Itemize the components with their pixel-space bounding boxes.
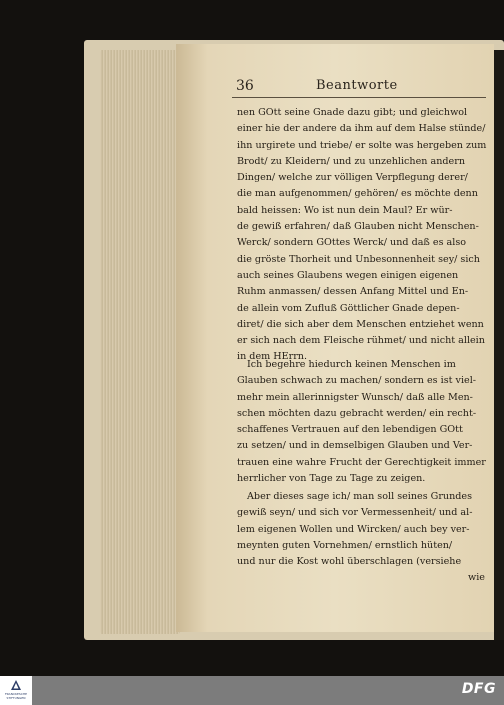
text-line: Brodt/ zu Kleidern/ und zu unzehlichen andern — [237, 155, 465, 167]
text-line: trauen eine wahre Frucht der Gerechtigkeit immer — [237, 456, 486, 468]
viewer-footer-bar — [0, 676, 504, 705]
text-line: meynten guten Vornehmen/ ernstlich hüten/ — [237, 539, 453, 551]
text-line: zu setzen/ und in demselbigen Glauben und Ver- — [237, 440, 473, 452]
text-line: er sich nach dem Fleische rühmet/ und nicht allein — [237, 335, 485, 347]
text-line: bald heissen: Wo ist nun dein Maul? Er wür- — [237, 204, 453, 216]
text-line: und nur die Kost wohl überschlagen (versiehe — [237, 556, 462, 568]
text-line: de gewiß erfahren/ daß Glauben nicht Menschen- — [237, 221, 479, 233]
text-line: ihn urgirete und triebe/ er solte was hergeben zum — [237, 139, 487, 151]
text-line: herrlicher von Tage zu Tage zu zeigen. — [237, 473, 426, 485]
header-rule — [232, 97, 486, 98]
text-line: Aber dieses sage ich/ man soll seines Grundes — [247, 491, 473, 502]
text-line: diret/ die sich aber dem Menschen entziehet wenn — [237, 318, 484, 330]
logo-text: FRANCKESCHE STIFTUNGEN — [4, 692, 28, 700]
text-line: de allein vom Zufluß Göttlicher Gnade depen- — [237, 302, 460, 314]
text-line: schaffenes Vertrauen auf den lebendigen GOtt — [237, 424, 463, 436]
text-line: einer hie der andere da ihm auf dem Halse stünde/ — [237, 123, 486, 135]
text-line: Glauben schwach zu machen/ sondern es ist viel- — [237, 375, 477, 387]
institution-logo[interactable] — [0, 676, 32, 705]
text-line: schen möchten dazu gebracht werden/ ein recht- — [237, 407, 477, 419]
dfg-logo[interactable]: DFG — [461, 681, 496, 697]
text-line: in dem HErrn. — [237, 351, 308, 363]
text-line: die gröste Thorheit und Unbesonnenheit sey/ sich — [237, 253, 480, 265]
text-line: mehr mein allerinnigster Wunsch/ daß alle Men- — [237, 391, 473, 403]
page-edges — [100, 50, 180, 634]
text-line: die man aufgenommen/ gehören/ es möchte denn — [237, 188, 478, 200]
paragraph-2 — [237, 357, 487, 487]
text-line: Dingen/ welche zur völligen Verpflegung derer/ — [237, 172, 468, 184]
binding-shadow — [494, 50, 504, 640]
text-line: auch seines Glaubens wegen einigen eigenen — [237, 269, 459, 281]
running-head: Beantworte — [316, 78, 398, 93]
text-line: gewiß seyn/ und sich vor Vermessenheit/ und al- — [237, 507, 473, 519]
text-line: Werck/ sondern GOttes Werck/ und daß es also — [237, 237, 467, 249]
text-line: lem eigenen Wollen und Wircken/ auch bey ver- — [237, 523, 470, 535]
page-number: 36 — [236, 78, 254, 94]
paragraph-1 — [237, 105, 487, 366]
text-line: Ich begehre hiedurch keinen Menschen im — [247, 359, 456, 370]
franckesche-stiftungen-logo-icon — [10, 679, 22, 691]
paragraph-3 — [237, 489, 487, 587]
catchword: wie — [468, 572, 485, 584]
text-line: nen GOtt seine Gnade dazu gibt; und gleichwol — [237, 107, 468, 118]
text-line: Ruhm anmassen/ dessen Anfang Mittel und En- — [237, 286, 469, 298]
